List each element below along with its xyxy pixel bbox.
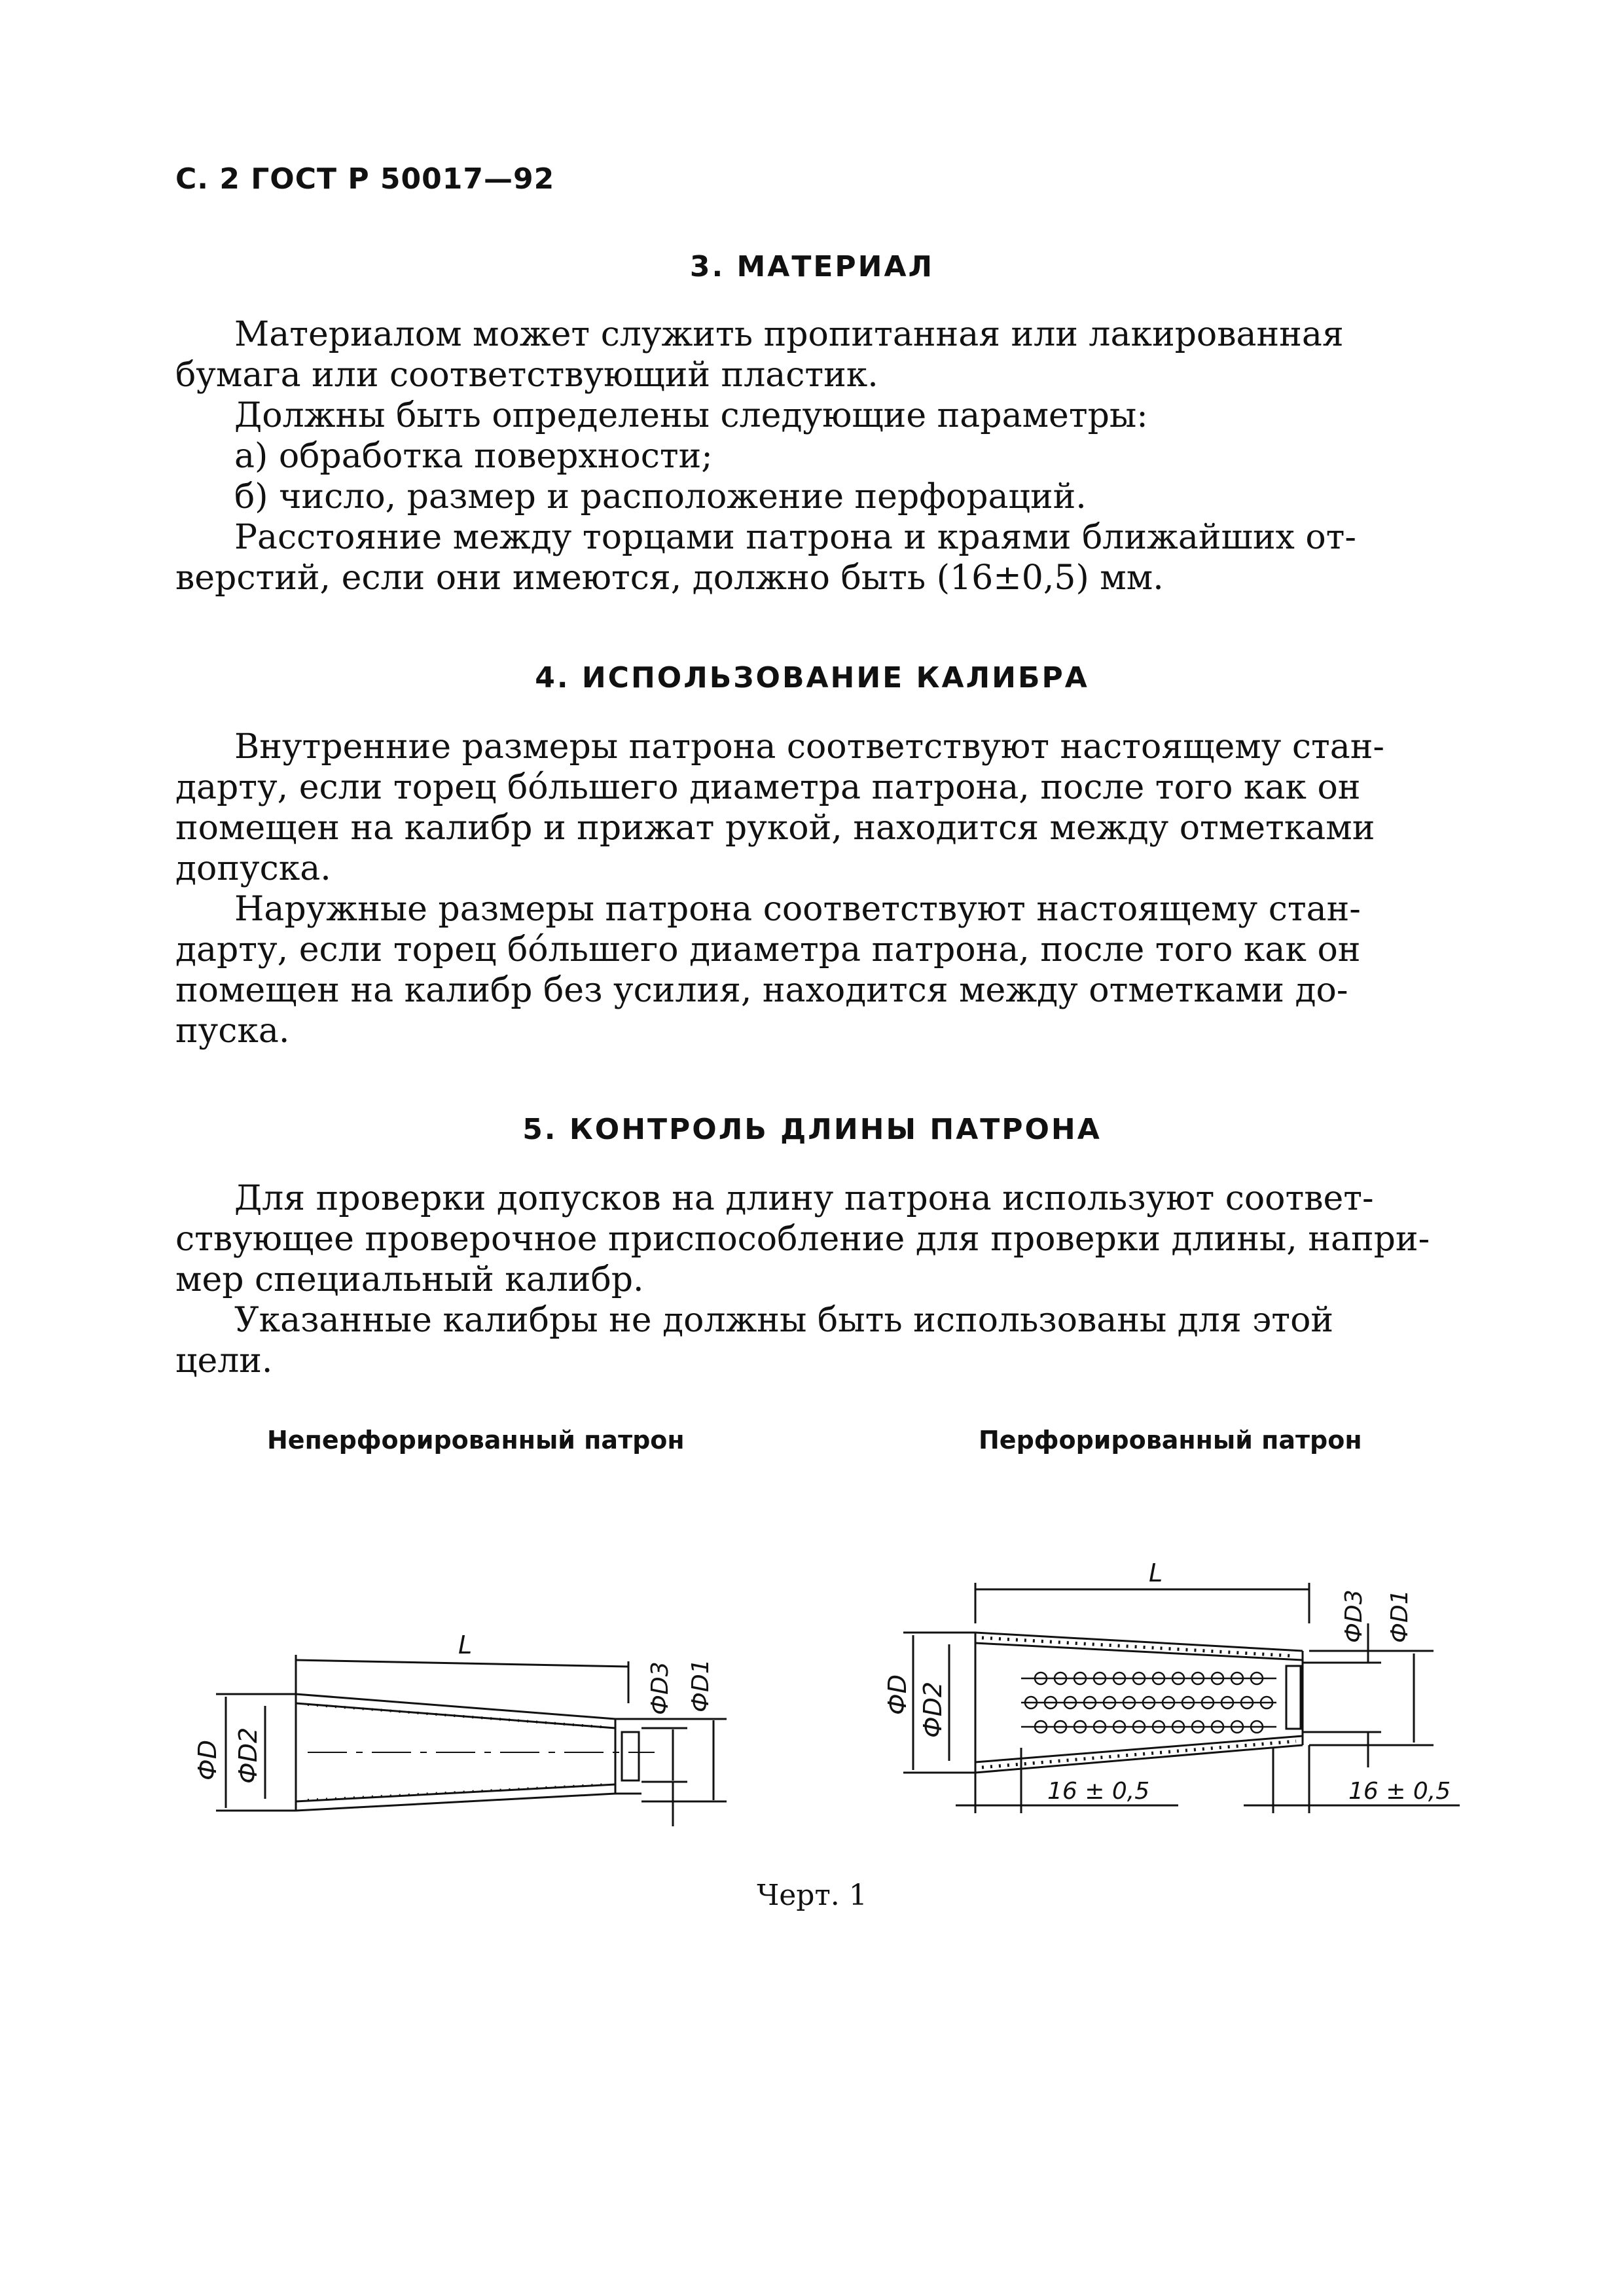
caption-perforated: Перфорированный патрон	[979, 1426, 1362, 1455]
text-line: бумага или соответствующий пластик.	[175, 355, 878, 395]
dim-D1-label: ФD1	[687, 1659, 714, 1712]
figure-label: Черт. 1	[757, 1879, 867, 1912]
text-line: помещен на калибр и прижат рукой, находится между отметками	[175, 808, 1375, 848]
dim-16-left: 16 ± 0,5	[1047, 1778, 1150, 1805]
dim-D3-label-perforated: ФD3	[1341, 1589, 1367, 1643]
text-line: Наружные размеры патрона соответствуют настоящему стан-	[234, 890, 1361, 929]
perforation-rows	[1021, 1672, 1276, 1733]
text-line: Для проверки допусков на длину патрона используют соответ-	[234, 1179, 1374, 1218]
text-line: ствующее проверочное приспособление для проверки длины, напри-	[175, 1220, 1430, 1259]
section-title-material: 3. МАТЕРИАЛ	[689, 250, 935, 283]
section-gauge-use-body	[175, 727, 1452, 1051]
section-material-body	[175, 314, 1452, 598]
text-line: Указанные калибры не должны быть использованы для этой	[234, 1301, 1334, 1340]
figure-drawing	[0, 1551, 1624, 2010]
dim-16-right: 16 ± 0,5	[1348, 1778, 1451, 1805]
dim-D2-label-perforated: ФD2	[918, 1681, 947, 1738]
text-line: Расстояние между торцами патрона и краями ближайших от-	[234, 518, 1356, 557]
text-line: Должны быть определены следующие параметры:	[234, 396, 1148, 435]
dim-D-label-perforated: ФD	[883, 1674, 912, 1715]
text-line: Внутренние размеры патрона соответствуют настоящему стан-	[234, 727, 1384, 767]
caption-non-perforated: Неперфорированный патрон	[267, 1426, 685, 1455]
text-line: мер специальный калибр.	[175, 1260, 644, 1299]
section-title-gauge-use: 4. ИСПОЛЬЗОВАНИЕ КАЛИБРА	[535, 661, 1089, 695]
text-line: дарту, если торец бóльшего диаметра патрона, после того как он	[175, 930, 1361, 969]
dim-D1-label-perforated: ФD1	[1386, 1589, 1413, 1643]
non-perforated-tube-drawing	[193, 1631, 727, 1826]
dim-D3-label: ФD3	[647, 1661, 674, 1715]
dim-L-label: L	[458, 1631, 473, 1659]
section-length-control-body	[175, 1178, 1452, 1381]
text-line: а) обработка поверхности;	[234, 437, 713, 476]
dim-D2-label: ФD2	[234, 1727, 262, 1784]
text-line: Материалом может служить пропитанная или лакированная	[234, 315, 1344, 354]
page-header: С. 2 ГОСТ Р 50017—92	[175, 162, 555, 196]
text-line: дарту, если торец бóльшего диаметра патрона, после того как он	[175, 768, 1361, 807]
dim-L-label-perforated: L	[1149, 1559, 1163, 1587]
section-title-length-control: 5. КОНТРОЛЬ ДЛИНЫ ПАТРОНА	[522, 1113, 1102, 1146]
text-line: допуска.	[175, 849, 331, 888]
text-line: помещен на калибр без усилия, находится между отметками до-	[175, 971, 1348, 1010]
text-line: б) число, размер и расположение перфораций.	[234, 477, 1087, 516]
text-line: пуска.	[175, 1011, 290, 1051]
text-line: цели.	[175, 1341, 273, 1381]
perforated-tube-drawing	[883, 1559, 1460, 1813]
text-line: верстий, если они имеются, должно быть (16±0,5) мм.	[175, 558, 1164, 598]
dim-D-label: ФD	[193, 1740, 222, 1780]
